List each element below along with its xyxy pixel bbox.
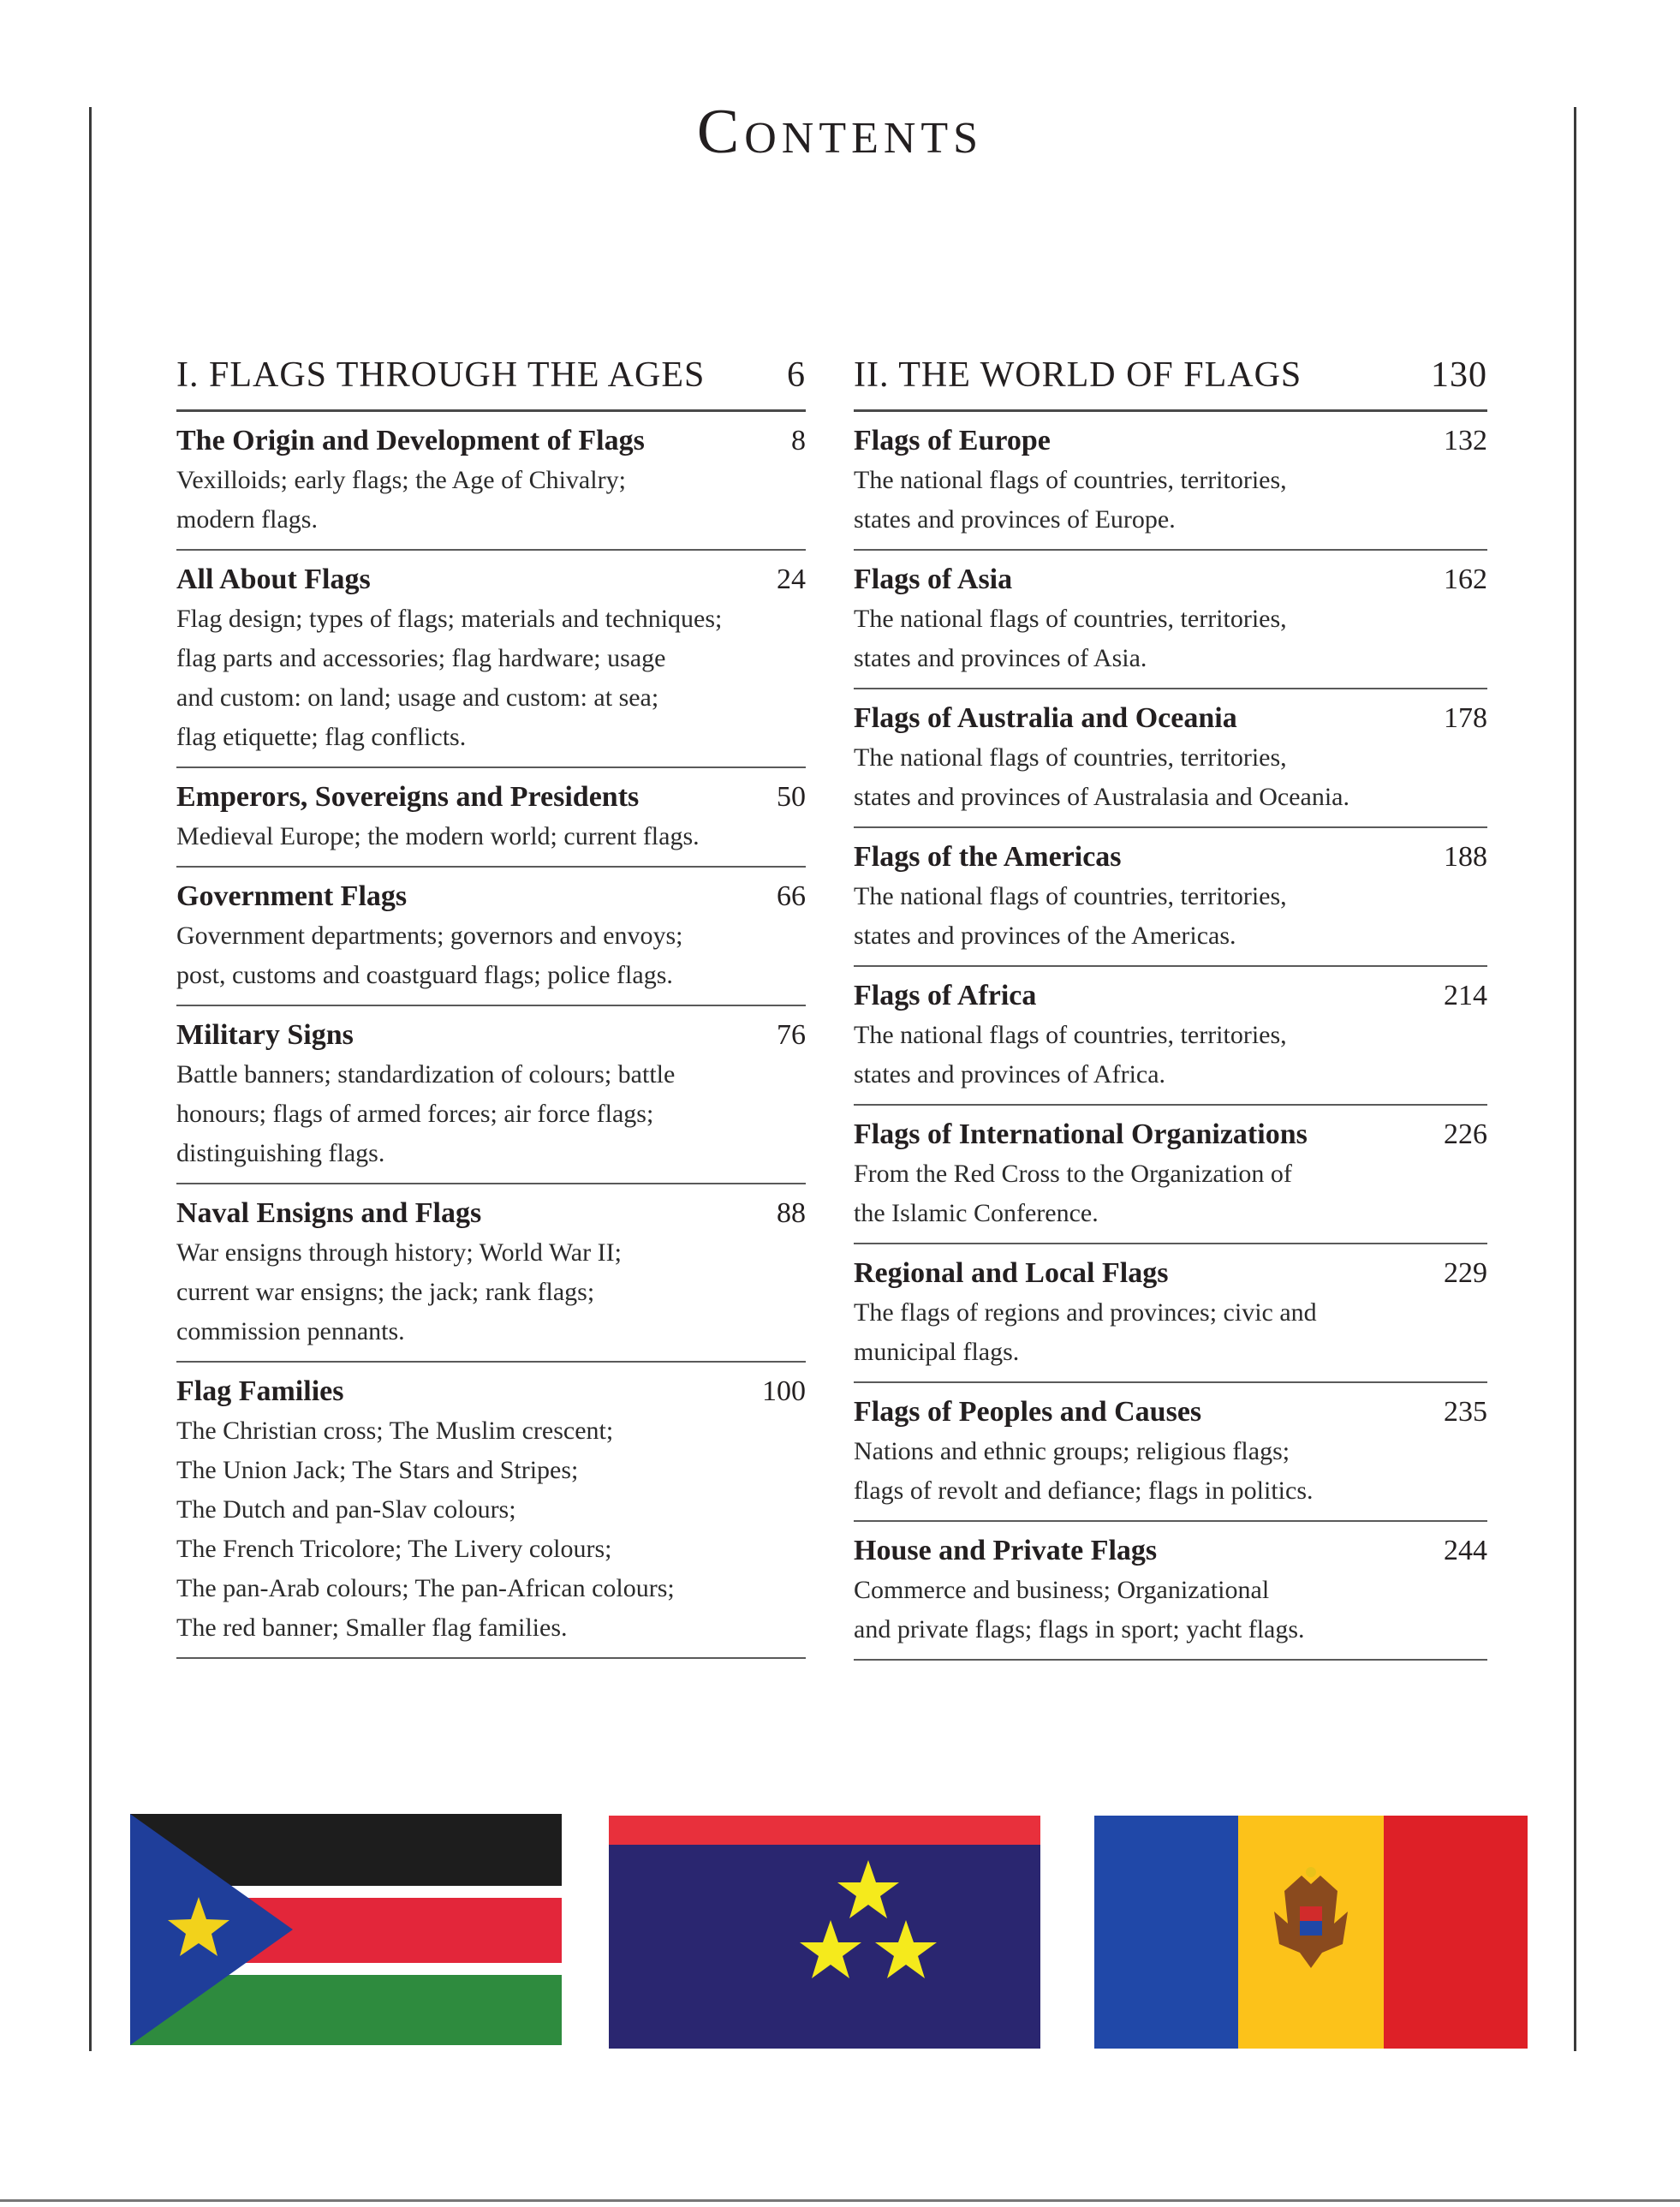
toc-entry bbox=[176, 551, 806, 768]
toc-entry-heading bbox=[854, 1531, 1487, 1571]
toc-entry bbox=[854, 1522, 1487, 1661]
toc-entry-description-line: municipal flags. bbox=[854, 1338, 1020, 1366]
toc-entry-heading bbox=[176, 778, 806, 817]
toc-entry-page: 244 bbox=[1444, 1535, 1487, 1566]
toc-entry-heading bbox=[854, 1115, 1487, 1154]
part-title: I. FLAGS THROUGH THE AGES bbox=[176, 355, 706, 395]
toc-entry-heading bbox=[854, 699, 1487, 738]
toc-entry-page: 162 bbox=[1444, 564, 1487, 595]
toc-entry-page: 8 bbox=[791, 425, 806, 456]
toc-entry-description-line: current war ensigns; the jack; rank flags; bbox=[176, 1278, 595, 1306]
toc-entry bbox=[176, 412, 806, 551]
toc-entry-heading bbox=[854, 560, 1487, 599]
toc-entry-title: Government Flags bbox=[176, 880, 408, 912]
toc-entry-description-line: honours; flags of armed forces; air force flags; bbox=[176, 1100, 654, 1128]
toc-entry-description-line: The Christian cross; The Muslim crescent; bbox=[176, 1417, 614, 1445]
part-page: 6 bbox=[787, 355, 806, 395]
toc-entry-title: The Origin and Development of Flags bbox=[176, 425, 645, 456]
toc-entry-description-line: flag etiquette; flag conflicts. bbox=[176, 723, 467, 751]
toc-entry-description-line: Nations and ethnic groups; religious flags; bbox=[854, 1437, 1290, 1465]
toc-entry-description-line: The national flags of countries, territories, bbox=[854, 466, 1287, 494]
toc-entry-page: 50 bbox=[777, 781, 806, 813]
toc-entry-heading bbox=[176, 877, 806, 916]
toc-entry-title: Military Signs bbox=[176, 1019, 354, 1051]
toc-entry-description-line: distinguishing flags. bbox=[176, 1139, 385, 1167]
toc-entry-page: 229 bbox=[1444, 1257, 1487, 1289]
toc-entry-description-line: the Islamic Conference. bbox=[854, 1199, 1099, 1227]
toc-entry-description-line: From the Red Cross to the Organization of bbox=[854, 1160, 1292, 1188]
toc-entry-title: All About Flags bbox=[176, 564, 371, 595]
toc-entry-page: 132 bbox=[1444, 425, 1487, 456]
toc-entry bbox=[854, 1244, 1487, 1383]
toc-entry-heading bbox=[176, 1194, 806, 1233]
part-heading bbox=[854, 355, 1487, 406]
toc-entry-description-line: Battle banners; standardization of colours; battle bbox=[176, 1060, 676, 1089]
toc-entry-title: Flags of Peoples and Causes bbox=[854, 1396, 1202, 1428]
toc-entry-description-line: states and provinces of the Americas. bbox=[854, 922, 1236, 950]
toc-entry-description-line: Vexilloids; early flags; the Age of Chivalry; bbox=[176, 466, 626, 494]
toc-entry-heading bbox=[854, 421, 1487, 461]
part-heading bbox=[176, 355, 806, 406]
toc-entry-title: Emperors, Sovereigns and Presidents bbox=[176, 781, 640, 813]
toc-entry-page: 226 bbox=[1444, 1118, 1487, 1150]
toc-entry-description-line: modern flags. bbox=[176, 505, 318, 534]
toc-entry bbox=[176, 868, 806, 1006]
toc-entry-title: Flags of International Organizations bbox=[854, 1118, 1308, 1150]
toc-entry-title: Naval Ensigns and Flags bbox=[176, 1197, 482, 1229]
toc-entry bbox=[176, 1363, 806, 1659]
toc-entry bbox=[854, 828, 1487, 967]
toc-entry-heading bbox=[854, 1254, 1487, 1293]
toc-entry-description-line: Government departments; governors and envoys; bbox=[176, 922, 683, 950]
toc-entry bbox=[176, 1184, 806, 1363]
toc-entry-description-line: Commerce and business; Organizational bbox=[854, 1576, 1270, 1604]
part-page: 130 bbox=[1431, 355, 1487, 395]
toc-entry-title: Flags of the Americas bbox=[854, 841, 1122, 873]
toc-entry-description-line: The flags of regions and provinces; civic and bbox=[854, 1298, 1317, 1327]
toc-entry-description-line: states and provinces of Australasia and Oceania. bbox=[854, 783, 1349, 811]
toc-entry-description-line: flags of revolt and defiance; flags in politics. bbox=[854, 1476, 1314, 1505]
right-margin-line bbox=[1574, 107, 1576, 2051]
south-sudan-flag bbox=[130, 1814, 562, 2045]
toc-entry bbox=[176, 1006, 806, 1184]
left-margin-line bbox=[89, 107, 92, 2051]
toc-column-part-two bbox=[854, 355, 1487, 1661]
toc-entry-description-line: The red banner; Smaller flag families. bbox=[176, 1613, 568, 1642]
toc-entry-description-line: The national flags of countries, territories, bbox=[854, 882, 1287, 910]
toc-entry-description-line: The French Tricolore; The Livery colours; bbox=[176, 1535, 612, 1563]
toc-entry-description-line: commission pennants. bbox=[176, 1317, 405, 1345]
toc-entry-page: 24 bbox=[777, 564, 806, 595]
toc-entry-title: Flag Families bbox=[176, 1375, 344, 1407]
toc-entry-description-line: flag parts and accessories; flag hardware; usage bbox=[176, 644, 666, 672]
toc-entry-heading bbox=[176, 421, 806, 461]
toc-entry-description-line: The national flags of countries, territories, bbox=[854, 743, 1287, 772]
toc-entries bbox=[176, 412, 806, 1659]
toc-entries bbox=[854, 412, 1487, 1661]
page-title: Contents bbox=[696, 97, 984, 167]
toc-column-part-one bbox=[176, 355, 806, 1659]
toc-entry bbox=[176, 768, 806, 868]
bottom-rule bbox=[0, 2199, 1680, 2202]
toc-entry-heading bbox=[176, 1372, 806, 1411]
toc-entry-page: 188 bbox=[1444, 841, 1487, 873]
toc-entry-description-line: states and provinces of Europe. bbox=[854, 505, 1176, 534]
toc-entry bbox=[854, 1383, 1487, 1522]
toc-entry-heading bbox=[176, 1016, 806, 1055]
toc-entry-page: 88 bbox=[777, 1197, 806, 1229]
toc-entry-description-line: and private flags; flags in sport; yacht flags. bbox=[854, 1615, 1305, 1643]
toc-entry-page: 214 bbox=[1444, 980, 1487, 1011]
toc-entry-description-line: states and provinces of Asia. bbox=[854, 644, 1147, 672]
toc-entry-page: 178 bbox=[1444, 702, 1487, 734]
toc-entry-heading bbox=[176, 560, 806, 599]
part-title: II. THE WORLD OF FLAGS bbox=[854, 355, 1302, 395]
toc-entry-page: 100 bbox=[762, 1375, 806, 1407]
toc-entry-heading bbox=[854, 838, 1487, 877]
toc-entry-page: 235 bbox=[1444, 1396, 1487, 1428]
toc-entry-description-line: and custom: on land; usage and custom: at sea; bbox=[176, 683, 659, 712]
toc-entry-page: 66 bbox=[777, 880, 806, 912]
toc-entry bbox=[854, 1106, 1487, 1244]
three-star-flag bbox=[609, 1816, 1040, 2049]
toc-entry-description-line: Medieval Europe; the modern world; current flags. bbox=[176, 822, 700, 850]
toc-entry-description-line: The national flags of countries, territories, bbox=[854, 1021, 1287, 1049]
toc-entry-description-line: Flag design; types of flags; materials and techniques; bbox=[176, 605, 723, 633]
toc-entry-title: Regional and Local Flags bbox=[854, 1257, 1169, 1289]
toc-entry-description-line: The national flags of countries, territories, bbox=[854, 605, 1287, 633]
toc-entry-page: 76 bbox=[777, 1019, 806, 1051]
toc-entry-heading bbox=[854, 1393, 1487, 1432]
toc-entry-description-line: The Union Jack; The Stars and Stripes; bbox=[176, 1456, 579, 1484]
toc-entry-title: Flags of Europe bbox=[854, 425, 1051, 456]
moldova-flag bbox=[1094, 1816, 1528, 2049]
toc-entry bbox=[854, 689, 1487, 828]
toc-entry-title: Flags of Australia and Oceania bbox=[854, 702, 1237, 734]
toc-entry-title: Flags of Africa bbox=[854, 980, 1037, 1011]
toc-entry bbox=[854, 967, 1487, 1106]
toc-entry-description-line: The Dutch and pan-Slav colours; bbox=[176, 1495, 516, 1524]
toc-entry-title: Flags of Asia bbox=[854, 564, 1013, 595]
toc-entry-description-line: states and provinces of Africa. bbox=[854, 1060, 1166, 1089]
toc-entry-description-line: War ensigns through history; World War II; bbox=[176, 1238, 622, 1267]
toc-entry-description-line: post, customs and coastguard flags; police flags. bbox=[176, 961, 673, 989]
toc-entry bbox=[854, 412, 1487, 551]
toc-entry-description-line: The pan-Arab colours; The pan-African colours; bbox=[176, 1574, 675, 1602]
toc-entry-heading bbox=[854, 976, 1487, 1016]
toc-entry bbox=[854, 551, 1487, 689]
toc-entry-title: House and Private Flags bbox=[854, 1535, 1158, 1566]
